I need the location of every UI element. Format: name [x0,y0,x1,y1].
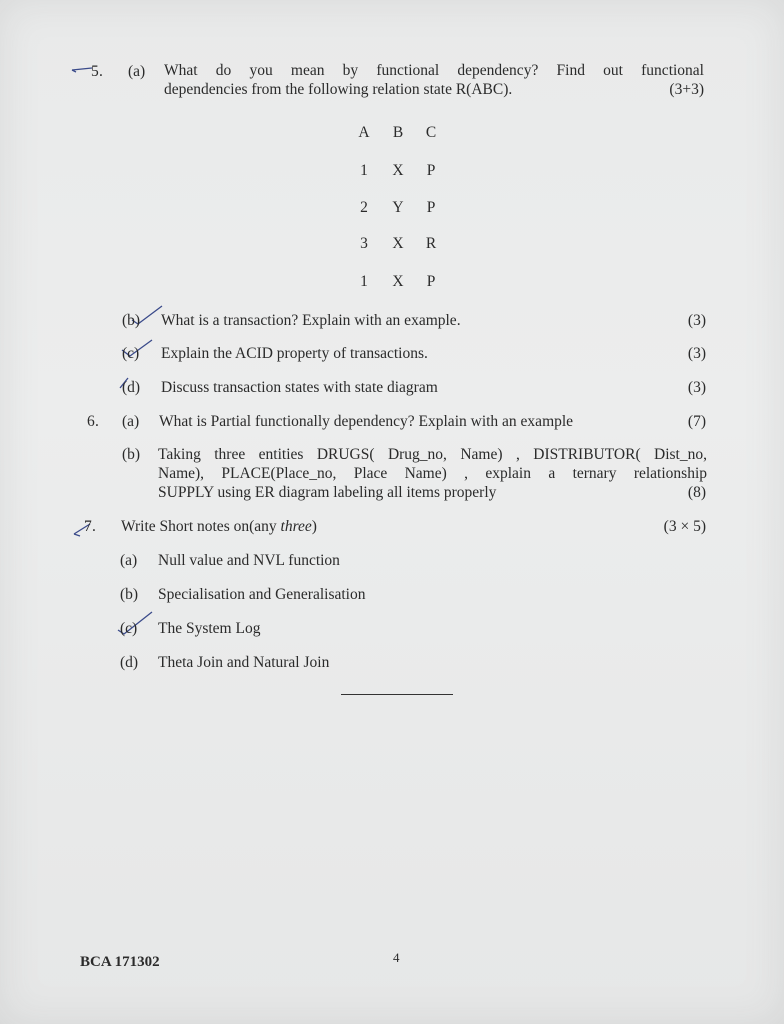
q5c-text: Explain the ACID property of transactions. [161,345,428,362]
q5c-label: (c) [122,345,140,362]
table-header-c: C [425,124,437,141]
end-of-questions-rule [341,694,453,695]
q5b-marks: (3) [687,312,706,329]
q7a-label: (a) [120,552,138,569]
q6b-text-line2: Name), PLACE(Place_no, Place Name) , explain a ternary relationship [158,465,707,482]
table-cell: P [426,199,436,216]
question-5-number: 5. [91,63,104,80]
q6b-text-line3: SUPPLY using ER diagram labeling all items properly [158,484,497,501]
q7b-text: Specialisation and Generalisation [158,586,366,603]
table-cell: R [425,235,437,252]
q5b-label: (b) [122,312,141,329]
q7d-text: Theta Join and Natural Join [158,654,330,671]
q6a-marks: (7) [687,413,706,430]
table-cell: 1 [360,273,368,290]
q5d-text: Discuss transaction states with state diagram [161,379,438,396]
table-cell: 1 [360,162,368,179]
q6b-label: (b) [122,446,141,463]
q7-marks: (3 × 5) [663,518,706,535]
q7-intro-emphasis: three [280,518,312,535]
table-cell: P [426,162,436,179]
table-cell: 2 [360,199,368,216]
q5a-label: (a) [128,63,146,80]
q5a-marks: (3+3) [669,81,704,98]
q6b-text-line1: Taking three entities DRUGS( Drug_no, Name) , DISTRIBUTOR( Dist_no, [158,446,707,463]
page-number: 4 [393,950,400,965]
table-cell: X [392,235,404,252]
q7-intro-end: ) [311,518,317,535]
table-header-a: A [358,124,370,141]
q7c-label: (c) [120,620,138,637]
q7d-label: (d) [120,654,139,671]
q7a-text: Null value and NVL function [158,552,340,569]
paper-code: BCA 171302 [80,954,160,970]
q5d-marks: (3) [687,379,706,396]
q5d-label: (d) [122,379,141,396]
q5b-text: What is a transaction? Explain with an example. [161,312,461,329]
q6a-text: What is Partial functionally dependency? Explain with an example [159,413,574,430]
table-cell: Y [392,199,404,216]
q7-intro-text: Write Short notes on(any [121,518,281,535]
table-cell: P [426,273,436,290]
q5a-text-line2: dependencies from the following relation state R(ABC). [164,81,513,98]
q7-intro [121,517,317,536]
table-cell: X [392,162,404,179]
q7b-label: (b) [120,586,139,603]
table-header-b: B [392,124,404,141]
q5a-text-line1: What do you mean by functional dependency? Find out functional [164,62,704,79]
table-cell: 3 [360,235,368,252]
question-7-number: 7. [84,518,97,535]
q5c-marks: (3) [687,345,706,362]
q6a-label: (a) [122,413,140,430]
question-6-number: 6. [87,413,100,430]
q6b-marks: (8) [687,484,706,501]
table-cell: X [392,273,404,290]
q7c-text: The System Log [158,620,261,637]
